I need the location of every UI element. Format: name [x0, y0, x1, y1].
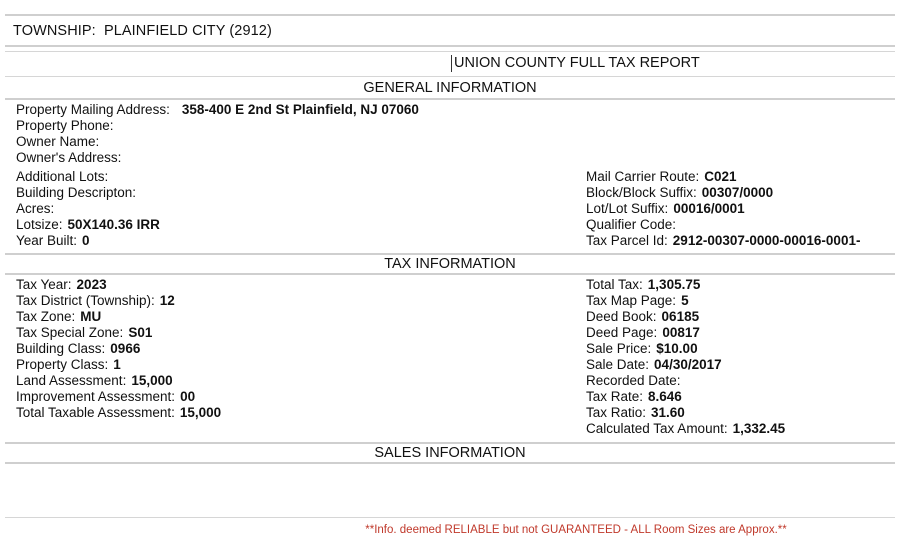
- field-tax-parcel-id: [586, 233, 860, 249]
- field-value: 8.646: [648, 389, 682, 404]
- field-tax-map-page: [586, 293, 785, 309]
- field-mail-carrier-route: [586, 169, 860, 185]
- field-value: $10.00: [656, 341, 698, 356]
- field-label: Land Assessment:: [16, 373, 127, 388]
- header-rule-2: [5, 51, 895, 52]
- field-label: Tax Rate:: [586, 389, 644, 404]
- field-label: Acres:: [16, 201, 55, 216]
- field-label: Sale Date:: [586, 357, 650, 372]
- tax-info-rule: [5, 273, 895, 275]
- header-rule-1: [5, 45, 895, 47]
- field-label: Additional Lots:: [16, 169, 109, 184]
- field-label: Total Taxable Assessment:: [16, 405, 175, 420]
- report-title: UNION COUNTY FULL TAX REPORT: [451, 55, 700, 72]
- field-label: Owner Name:: [16, 134, 100, 149]
- field-label: Mail Carrier Route:: [586, 169, 700, 184]
- field-value: 15,000: [131, 373, 173, 388]
- field-qualifier-code: [586, 217, 860, 233]
- field-value: 5: [681, 293, 689, 308]
- township-label: TOWNSHIP:: [13, 23, 96, 39]
- top-rule: [5, 14, 895, 16]
- field-value: 31.60: [651, 405, 685, 420]
- field-deed-book: [586, 309, 785, 325]
- field-value: 00817: [662, 325, 700, 340]
- field-value: MU: [80, 309, 102, 324]
- field-label: Tax Special Zone:: [16, 325, 124, 340]
- field-label: Lot/Lot Suffix:: [586, 201, 669, 216]
- field-label: Property Phone:: [16, 118, 114, 133]
- township-value: PLAINFIELD CITY (2912): [103, 23, 272, 39]
- field-label: Property Class:: [16, 357, 109, 372]
- field-calculated-tax-amount: [586, 421, 785, 437]
- field-building-class: [16, 341, 221, 357]
- field-label: Tax District (Township):: [16, 293, 155, 308]
- field-label: Property Mailing Address:: [16, 102, 170, 117]
- field-tax-district: [16, 293, 221, 309]
- field-tax-rate: [586, 389, 785, 405]
- field-land-assessment: [16, 373, 221, 389]
- general-right: [586, 169, 860, 249]
- field-tax-ratio: [586, 405, 785, 421]
- field-value: C021: [704, 169, 737, 184]
- field-value: 2912-00307-0000-00016-0001-: [672, 233, 861, 248]
- field-recorded-date: [586, 373, 785, 389]
- field-year-built: [16, 233, 160, 249]
- field-label: Qualifier Code:: [586, 217, 677, 232]
- township-line: [13, 23, 272, 39]
- field-sale-price: [586, 341, 785, 357]
- field-label: Building Descripton:: [16, 185, 137, 200]
- field-total-taxable-assessment: [16, 405, 221, 421]
- field-owner-name: [16, 134, 419, 150]
- footer-rule: [5, 517, 895, 518]
- field-label: Tax Zone:: [16, 309, 76, 324]
- field-label: Sale Price:: [586, 341, 652, 356]
- field-tax-year: [16, 277, 221, 293]
- field-label: Tax Map Page:: [586, 293, 677, 308]
- field-label: Year Built:: [16, 233, 78, 248]
- general-info-title: GENERAL INFORMATION: [363, 80, 537, 96]
- field-value: 0: [82, 233, 90, 248]
- general-left-bottom: [16, 169, 160, 249]
- field-value: 12: [159, 293, 175, 308]
- field-block-suffix: [586, 185, 860, 201]
- tax-info-title: TAX INFORMATION: [384, 256, 516, 272]
- general-left-top: [16, 102, 419, 166]
- field-acres: [16, 201, 160, 217]
- field-label: Tax Year:: [16, 277, 72, 292]
- field-label: Owner's Address:: [16, 150, 122, 165]
- field-label: Block/Block Suffix:: [586, 185, 697, 200]
- field-property-phone: [16, 118, 419, 134]
- field-value: 00016/0001: [673, 201, 745, 216]
- field-label: Building Class:: [16, 341, 106, 356]
- sales-info-rule: [5, 462, 895, 464]
- field-value: 04/30/2017: [654, 357, 722, 372]
- field-additional-lots: [16, 169, 160, 185]
- field-value: 00307/0000: [701, 185, 774, 200]
- field-building-description: [16, 185, 160, 201]
- field-deed-page: [586, 325, 785, 341]
- field-value: 00: [180, 389, 196, 404]
- field-label: Total Tax:: [586, 277, 643, 292]
- tax-left: [16, 277, 221, 421]
- field-improvement-assessment: [16, 389, 221, 405]
- field-value: 1,332.45: [732, 421, 786, 436]
- field-owner-address: [16, 150, 419, 166]
- field-label: Recorded Date:: [586, 373, 681, 388]
- field-tax-zone: [16, 309, 221, 325]
- field-label: Deed Page:: [586, 325, 658, 340]
- report-title-rule: [5, 76, 895, 77]
- field-property-class: [16, 357, 221, 373]
- field-sale-date: [586, 357, 785, 373]
- field-value: S01: [128, 325, 153, 340]
- field-lotsize: [16, 217, 160, 233]
- field-value: 15,000: [179, 405, 222, 420]
- sales-info-top-rule: [5, 442, 895, 444]
- field-value: 50X140.36 IRR: [67, 217, 160, 232]
- field-label: Lotsize:: [16, 217, 63, 232]
- general-info-rule: [5, 98, 895, 100]
- field-mailing-address: [16, 102, 419, 118]
- sales-info-title: SALES INFORMATION: [374, 445, 526, 461]
- field-tax-special-zone: [16, 325, 221, 341]
- field-value: 2023: [76, 277, 107, 292]
- field-label: Deed Book:: [586, 309, 657, 324]
- field-value: 358-400 E 2nd St Plainfield, NJ 07060: [181, 102, 419, 117]
- field-value: 1,305.75: [647, 277, 701, 292]
- field-label: Improvement Assessment:: [16, 389, 176, 404]
- tax-info-top-rule: [5, 253, 895, 255]
- field-lot-suffix: [586, 201, 860, 217]
- disclaimer: **Info. deemed RELIABLE but not GUARANTEED - ALL Room Sizes are Approx.**: [365, 524, 787, 536]
- tax-right: [586, 277, 785, 437]
- field-label: Tax Parcel Id:: [586, 233, 668, 248]
- field-value: 0966: [110, 341, 141, 356]
- field-label: Calculated Tax Amount:: [586, 421, 728, 436]
- field-value: 06185: [661, 309, 700, 324]
- field-total-tax: [586, 277, 785, 293]
- field-label: Tax Ratio:: [586, 405, 647, 420]
- field-value: 1: [113, 357, 121, 372]
